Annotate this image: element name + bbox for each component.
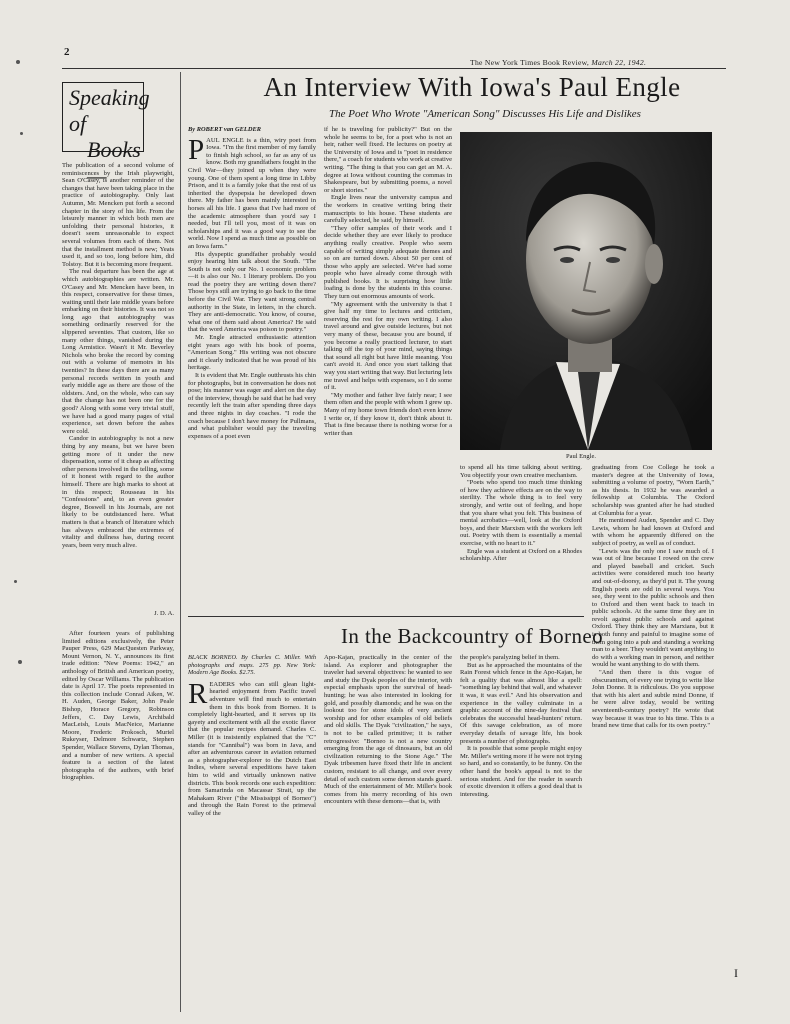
article-paragraph: "My agreement with the university is that I give half my time to lectures and criticism, reserving the rest for my own writing. I also travel around and give outside lectures, but not very many of these, because you are bound, if you become a really practiced lecturer, to start talking off the top of your mind, saying things that sound all right but have little meaning. You can't avoid it. And once you start talking that way you start writing that way. But lecturing lets me travel and helps with expenses, so I do some of it. (324, 300, 452, 392)
sidebar-paragraph-2: After fourteen years of publishing limited editions exclusively, the Peter Pauper Press, 629 MacQuesten Parkway, Mount Vernon, N. Y., announces its first trade edition: "New Poems: 1942," an anthology of British and American poetry, edited by Oscar Williams. The publication date is April 17. The poets represented in this collection include Conrad Aiken, W. H. Auden, George Baker, John Peale Bishop, Horace Gregory, Robinson Jeffers, C. Day Lewis, Archibald MacLeish, Louis MacNeice, Marianne Moore, Frederic Prokosch, Muriel Rukeyser, Delmore Schwartz, Stephen Spender, Wallace Stevens, Dylan Thomas, and a number of new writers. A special feature is a section of the latest photographs of the authors, with brief biographies. (62, 630, 174, 782)
sidebar-paragraph: The publication of a second volume of reminiscences by the Irish playwright, Sean O'Casey, is another reminder of the changes that have been taking place in the practice of autobiography. Only last Autumn, Mr. Mencken put forth a second chapter in the story of his life. From the leisurely manner in which both men are unfolding their personal histories, it doesn't seem unreasonable to expect several volumes from each of them. Not that the installment method is new; Yeats used it, and so too, long before him, did Tolstoy. But it is becoming more frequent. (62, 162, 174, 268)
article-paragraph: Engle was a student at Oxford on a Rhodes scholarship. After (460, 547, 582, 563)
article2-paragraph: Apo-Kajan, practically in the center of the island. As explorer and photographer the traveler had several objectives: he wanted to see and study the Dyak peoples of the interior, with especial emphasis upon the survival of head-hunting; he was also interested in looking for gold, and possibly diamonds; and he was on the lookout too for stone idols of very ancient worship and for other examples of old beliefs and old skills. The Dyak "civilization," he says, is not to be called primitive; it is rather retrogressive: "Borneo is not a new country emerging from the age of dinosaurs, but an old civilization returning to the Stone Age." The Dyak tribesmen have fixed their life in ancient custom, resistant to all change, and over every detail of such custom some demon stands guard. Much of the entertainment of Mr. Miller's book comes from his merry recording of his own encounters with these demons—that is, with (324, 654, 452, 806)
article2-column-3 (460, 654, 582, 1006)
article-column-1 (188, 126, 316, 612)
article-paragraph: It is evident that Mr. Engle outthrusts his chin for photographs, but in conversation he does not pose; his manner was eager and alert on the day of the interview, though he said that he had very recently left the train after spending three days and three nights in day coaches. "I rode the coach because I don't have money for Pullmans, and what publisher would pay the traveling expenses of a poet even (188, 372, 316, 440)
article-paragraph: "My mother and father live fairly near; I see them often and the people with whom I grew up. Many of my home town friends don't even know I write or, if they know it, don't think about it. That is fine because there is nothing worse for a writer than (324, 391, 452, 437)
column-rule (180, 72, 181, 1012)
drop-cap: P (188, 133, 205, 166)
portrait-photo-drawing (460, 132, 712, 450)
sidebar-paragraph: The real departure has been the age at which autobiographies are written. Mr. O'Casey and Mr. Mencken have been, in this respect, conservative for these times, waiting until their late middle years before embarking on their histories. It was not so long ago that autobiography was something ordinarily reserved for the slippered seventies. That custom, like so many other things, vanished during the Long Armistice. Wasn't it Mr. Beverley Nichols who broke the record by coming out with a volume of memoirs in his twenties? In these days there are as many personal records written in youth and early middle age as there are those of the oldsters. And, on the whole, who can say that the change has not been one for the good? Along with some very trivial stuff, we have had a good many pages of vital experience, set down before the ashes were cold. (62, 268, 174, 435)
article-paragraph: Mr. Engle attracted enthusiastic attention eight years ago with his book of poems, "American Song." His writing was not obscure and it clearly indicated that he was proud of his heritage. (188, 334, 316, 372)
article2-column-2 (324, 654, 452, 1006)
article-paragraph: if he is traveling for publicity?" But on the whole he seems to be, for a poet who is not an heir, rather well fixed. He lectures on poetry at the University of Iowa and is "poet in residence there," a coach for students who work at creative writing. "The thing is that you can get an M. A. degree at Iowa without counting the commas in Shakespeare, but by submitting poems, a novel or short stories." (324, 126, 452, 194)
article2-paragraph: But as he approached the mountains of the Rain Forest which fence in the Apo-Kajan, he felt a quality that was almost like a spell: "something lay behind that wall, and whatever it was, it was evil." And his observation and experience in the valley culminate in a graphic account of the nine-day festival that celebrates the successful head-hunters' return. Of this savage celebration, as of more everyday details of savage life, his book presents a number of photographs. (460, 661, 582, 745)
article-paragraph: "They offer samples of their work and I decide whether they are ever likely to produce anything really creative. People who seem capable of writing simply adequate themes and so on are turned down. About 50 per cent of those who apply are selected. We've had some people who have already come through with published books. It is surprising how little loafing is done by the students in this course. They turn out enormous amounts of work. (324, 224, 452, 301)
article2-paragraph: EADERS who can still glean light-hearted enjoyment from Pacific travel adventure will find much to entertain them in this book from Borneo. It is completely light-hearted, and it serves up its gayety and excitement with all the exotic flavor that the popular recipes demand. Charles C. Miller (it is insistently explained that the "C" stands for "Cannibal") was born in Java, and after an adventurous career in aviation returned as a photographer-explorer to the Dutch East Indies, where several expeditions have taken him to wild and virtually unknown native districts. This book records one such expedition: from Samarinda on Macassar Strait, up the Mahakam River ("the Mississippi of Borneo") and through the Rain Forest to the primeval valley of the (188, 680, 316, 817)
scan-speck (16, 60, 20, 64)
sidebar-column (62, 162, 174, 610)
article-paragraph: "Poets who spend too much time thinking of how they achieve effects are on the way to sterility. The whole thing is to feel very strongly, and write out of feeling, and hope that you share what you felt. This business of mental acrobatics—well, look at the Oxford boys, and their Marxism with the workers left out. Poetry with them is essentially a mental exercise, with no heart to it." (460, 479, 582, 547)
article2-paragraph: the people's paralyzing belief in them. (460, 654, 560, 661)
sidebar-column-2 (62, 630, 174, 1010)
article-paragraph: He mentioned Auden, Spender and C. Day Lewis, whom he had known at Oxford and with whom he apparently differed on the subject of poetry, as well as of conduct. (592, 517, 714, 547)
byline: By ROBERT van GELDER (188, 126, 261, 133)
article-paragraph: Engle lives near the university campus and the workers in creative writing bring their manuscripts to his house. These students are carefully selected, he said, by himself. (324, 194, 452, 225)
masthead-date: March 22, 1942. (591, 58, 647, 67)
drop-cap: R (188, 677, 208, 710)
article-column-2 (324, 126, 452, 612)
sidebar-title-line1: Speaking of (69, 85, 150, 136)
speaking-of-books-box (62, 82, 150, 188)
sidebar-paragraph: Candor in autobiography is not a new thing by any means, but we have been getting more of it under the new dispensation, some of it cheap as affecting other persons involved in the telling, some of it honest with regard to the author himself. There are high marks to shoot at in this respect; Rousseau in his "Confessions" and, to an even greater degree, Boswell in his Journals, are not likely to be outdistanced here. What matters is that a branch of literature which has always embraced the extremes of vitality and dullness has, during recent years, been very much alive. (62, 435, 174, 549)
article-paragraph: graduating from Coe College he took a master's degree at the University of Iowa, submitting a volume of poetry, "Worn Earth," as his thesis. In 1932 he was awarded a fellowship at Columbia. The Oxford scholarship was granted after he had studied at Columbia for a year. (592, 464, 714, 517)
masthead (470, 58, 646, 67)
portrait-photo (460, 132, 712, 450)
scan-speck (18, 660, 22, 664)
photo-caption: Paul Engle. (566, 453, 596, 460)
article-paragraph: "And then there is this vogue of obscurantism, of every one trying to write like John Donne. It is ridiculous. Do you suppose that with his alert and subtle mind Donne, if he were alive today, would be writing seventeenth-century poetry? He wrote that way because it was true to his time. This is a brand new time that calls for its own poetry." (592, 669, 714, 730)
article-paragraph: AUL ENGLE is a thin, wiry poet from Iowa. "I'm the first member of my family to finish high school, so far as any of us know. Both my grandfathers fought in the Civil War—they joined up when they were young. One of them spent a long time in Libby Prison, and it is a family joke that the rest of us inherited the dyspepsia he developed down there. My father has been mainly interested in horses all his life. I guess that I've had more of the academic atmosphere than you'd say I needed, but I'll tell you, most of it was on scholarships and it was a good way to see the world. Now I spend as much time as possible on an Iowa farm." (188, 136, 316, 250)
article2-paragraph: It is possible that some people might enjoy Mr. Miller's writing more if he were not trying so hard, and so constantly, to be funny. On the other hand the book's appeal is not to the serious student. And for the reader in search of exotic diversion it offers a good deal that is interesting. (460, 745, 582, 798)
masthead-title: The New York Times Book Review, (470, 58, 590, 67)
top-rule (62, 68, 726, 69)
page-number: 2 (64, 46, 70, 58)
article-column-4 (592, 464, 714, 962)
sidebar-signature-box (62, 610, 174, 620)
article2-column-1 (188, 654, 316, 1006)
article-column-3 (460, 464, 582, 612)
article-paragraph: "Lewis was the only one I saw much of. I was out of line because I rowed on the crew and played baseball and cricket. Such activities were considered much too hearty and out-of-doorsy, as they'd put it. The young English poets are odd in several ways. You see, they went to the public schools and then to Oxford and then went back to teach in public schools. At the same time they are in revolt against public schools and against Oxford. They think they are Marxians, but it is both funny and painful to imagine some of them going into a pub and standing a working man to a beer. They wouldn't want anything to do with a working man in person, and neither would he want anything to do with them. (592, 547, 714, 669)
article-headline: An Interview With Iowa's Paul Engle (263, 72, 681, 102)
article2-headline: In the Backcountry of Borneo (341, 624, 603, 648)
end-mark: I (734, 966, 738, 980)
scan-speck (14, 580, 17, 583)
article-paragraph: His dyspeptic grandfather probably would enjoy hearing him talk about the South. "The South is not only our No. 1 economic problem—it is also our No. 1 literary problem. Do you read the poetry they are writing down there? Those boys still are trying to go back to the time before the Civil War. They want strong central authority in the State, in letters, in the church. They are anti-democratic. You know, of course, what one of them said about America? He said that the word America was poison to poetry." (188, 250, 316, 334)
sidebar-title-line2: Books— (87, 137, 141, 188)
book-reference: BLACK BORNEO. By Charles C. Miller. With photographs and maps. 275 pp. New York: Modern Age Books. $2.75. (188, 654, 316, 677)
article-subhead: The Poet Who Wrote "American Song" Discusses His Life and Dislikes (329, 108, 641, 120)
sidebar-signature: J. D. A. (154, 610, 174, 617)
scan-speck (20, 132, 23, 135)
article-paragraph: to spend all his time talking about writing. You objectify your own creative mechanism. (460, 464, 582, 479)
section-rule (188, 616, 584, 617)
